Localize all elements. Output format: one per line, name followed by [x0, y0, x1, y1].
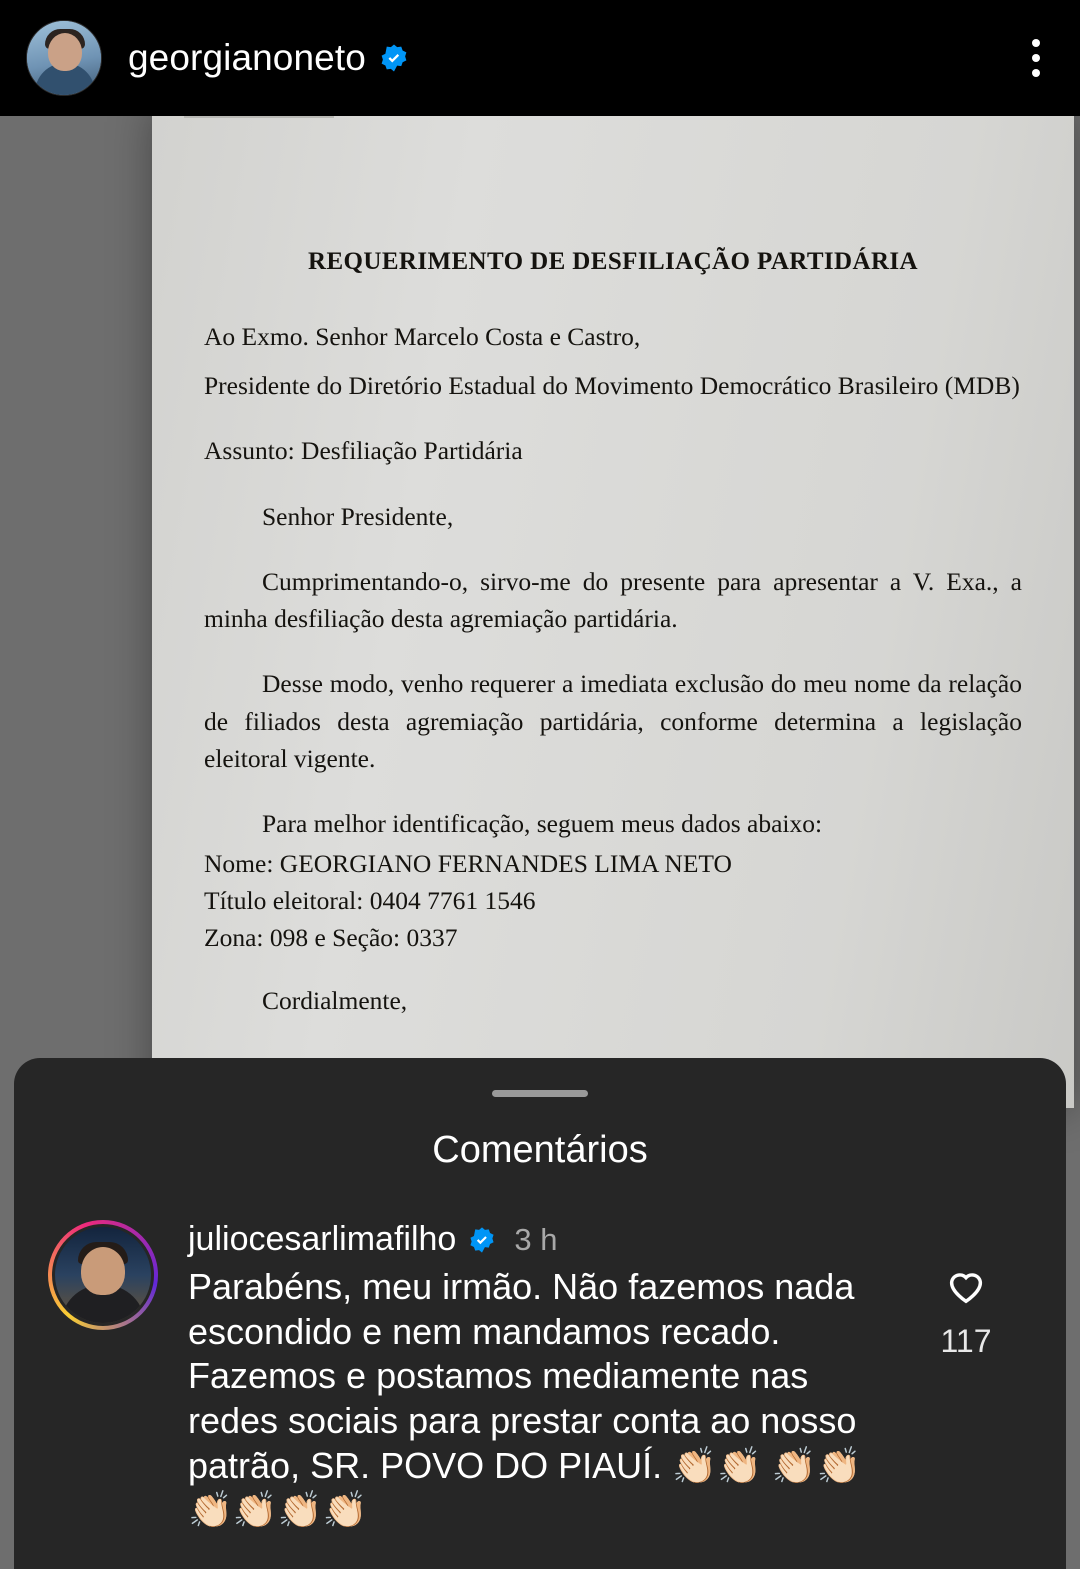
document-title: REQUERIMENTO DE DESFILIAÇÃO PARTIDÁRIA — [308, 248, 918, 275]
document-salutation: Senhor Presidente, — [262, 501, 454, 531]
document-data-name: Nome: GEORGIANO FERNANDES LIMA NETO — [204, 849, 732, 879]
document-data-voter-id: Título eleitoral: 0404 7761 1546 — [204, 885, 536, 915]
comment-like-area — [906, 1220, 1026, 1360]
document-addressee-line-1: Ao Exmo. Senhor Marcelo Costa e Castro, — [204, 322, 641, 351]
commenter-avatar[interactable] — [48, 1220, 158, 1330]
document-personal-data — [204, 846, 1022, 956]
comment-timestamp: 3 h — [514, 1221, 558, 1257]
sheet-drag-handle[interactable] — [492, 1090, 588, 1097]
story-author-username-text: georgianoneto — [128, 37, 366, 78]
document-paragraph-2: Desse modo, venho requerer a imediata exclusão do meu nome da relação de filiados desta agremiação partidária, conforme determina a legislação eleitoral vigente. — [204, 669, 1022, 773]
comments-sheet — [14, 1058, 1066, 1569]
story-header — [0, 0, 1080, 116]
verified-badge-icon — [468, 1226, 496, 1254]
more-options-icon[interactable] — [1036, 39, 1054, 77]
document-addressee-line-2: Presidente do Diretório Estadual do Movimento Democrático Brasileiro (MDB) — [204, 371, 1020, 401]
comment-header — [188, 1220, 906, 1259]
document-subject: Assunto: Desfiliação Partidária — [204, 436, 523, 466]
comment-body — [158, 1220, 906, 1533]
comments-sheet-title: Comentários — [432, 1129, 648, 1171]
document-data-zone-section: Zona: 098 e Seção: 0337 — [204, 922, 458, 952]
commenter-username[interactable]: juliocesarlimafilho — [188, 1220, 457, 1258]
story-author-username[interactable] — [128, 37, 409, 79]
document-identification-intro: Para melhor identificação, seguem meus dados abaixo: — [262, 808, 823, 838]
comment-text: Parabéns, meu irmão. Não fazemos nada escondido e nem mandamos recado. Fazemos e postamos mediamente nas redes sociais para prestar conta ao nosso patrão, SR. POVO DO PIAUÍ. 👏🏻👏🏻 👏🏻👏🏻👏🏻👏🏻👏🏻👏🏻 — [188, 1266, 862, 1531]
heart-icon[interactable] — [943, 1262, 989, 1308]
comment-like-count: 117 — [940, 1323, 992, 1359]
document-photo — [152, 116, 1074, 1108]
comment-item — [14, 1172, 1066, 1533]
document-paragraph-1: Cumprimentando-o, sirvo-me do presente para apresentar a V. Exa., a minha desfiliação desta agremiação partidária. — [204, 566, 1022, 634]
document-closing: Cordialmente, — [262, 986, 408, 1016]
story-author-avatar[interactable] — [26, 20, 102, 96]
verified-badge-icon — [379, 40, 409, 70]
paper-top-mark — [184, 116, 334, 118]
